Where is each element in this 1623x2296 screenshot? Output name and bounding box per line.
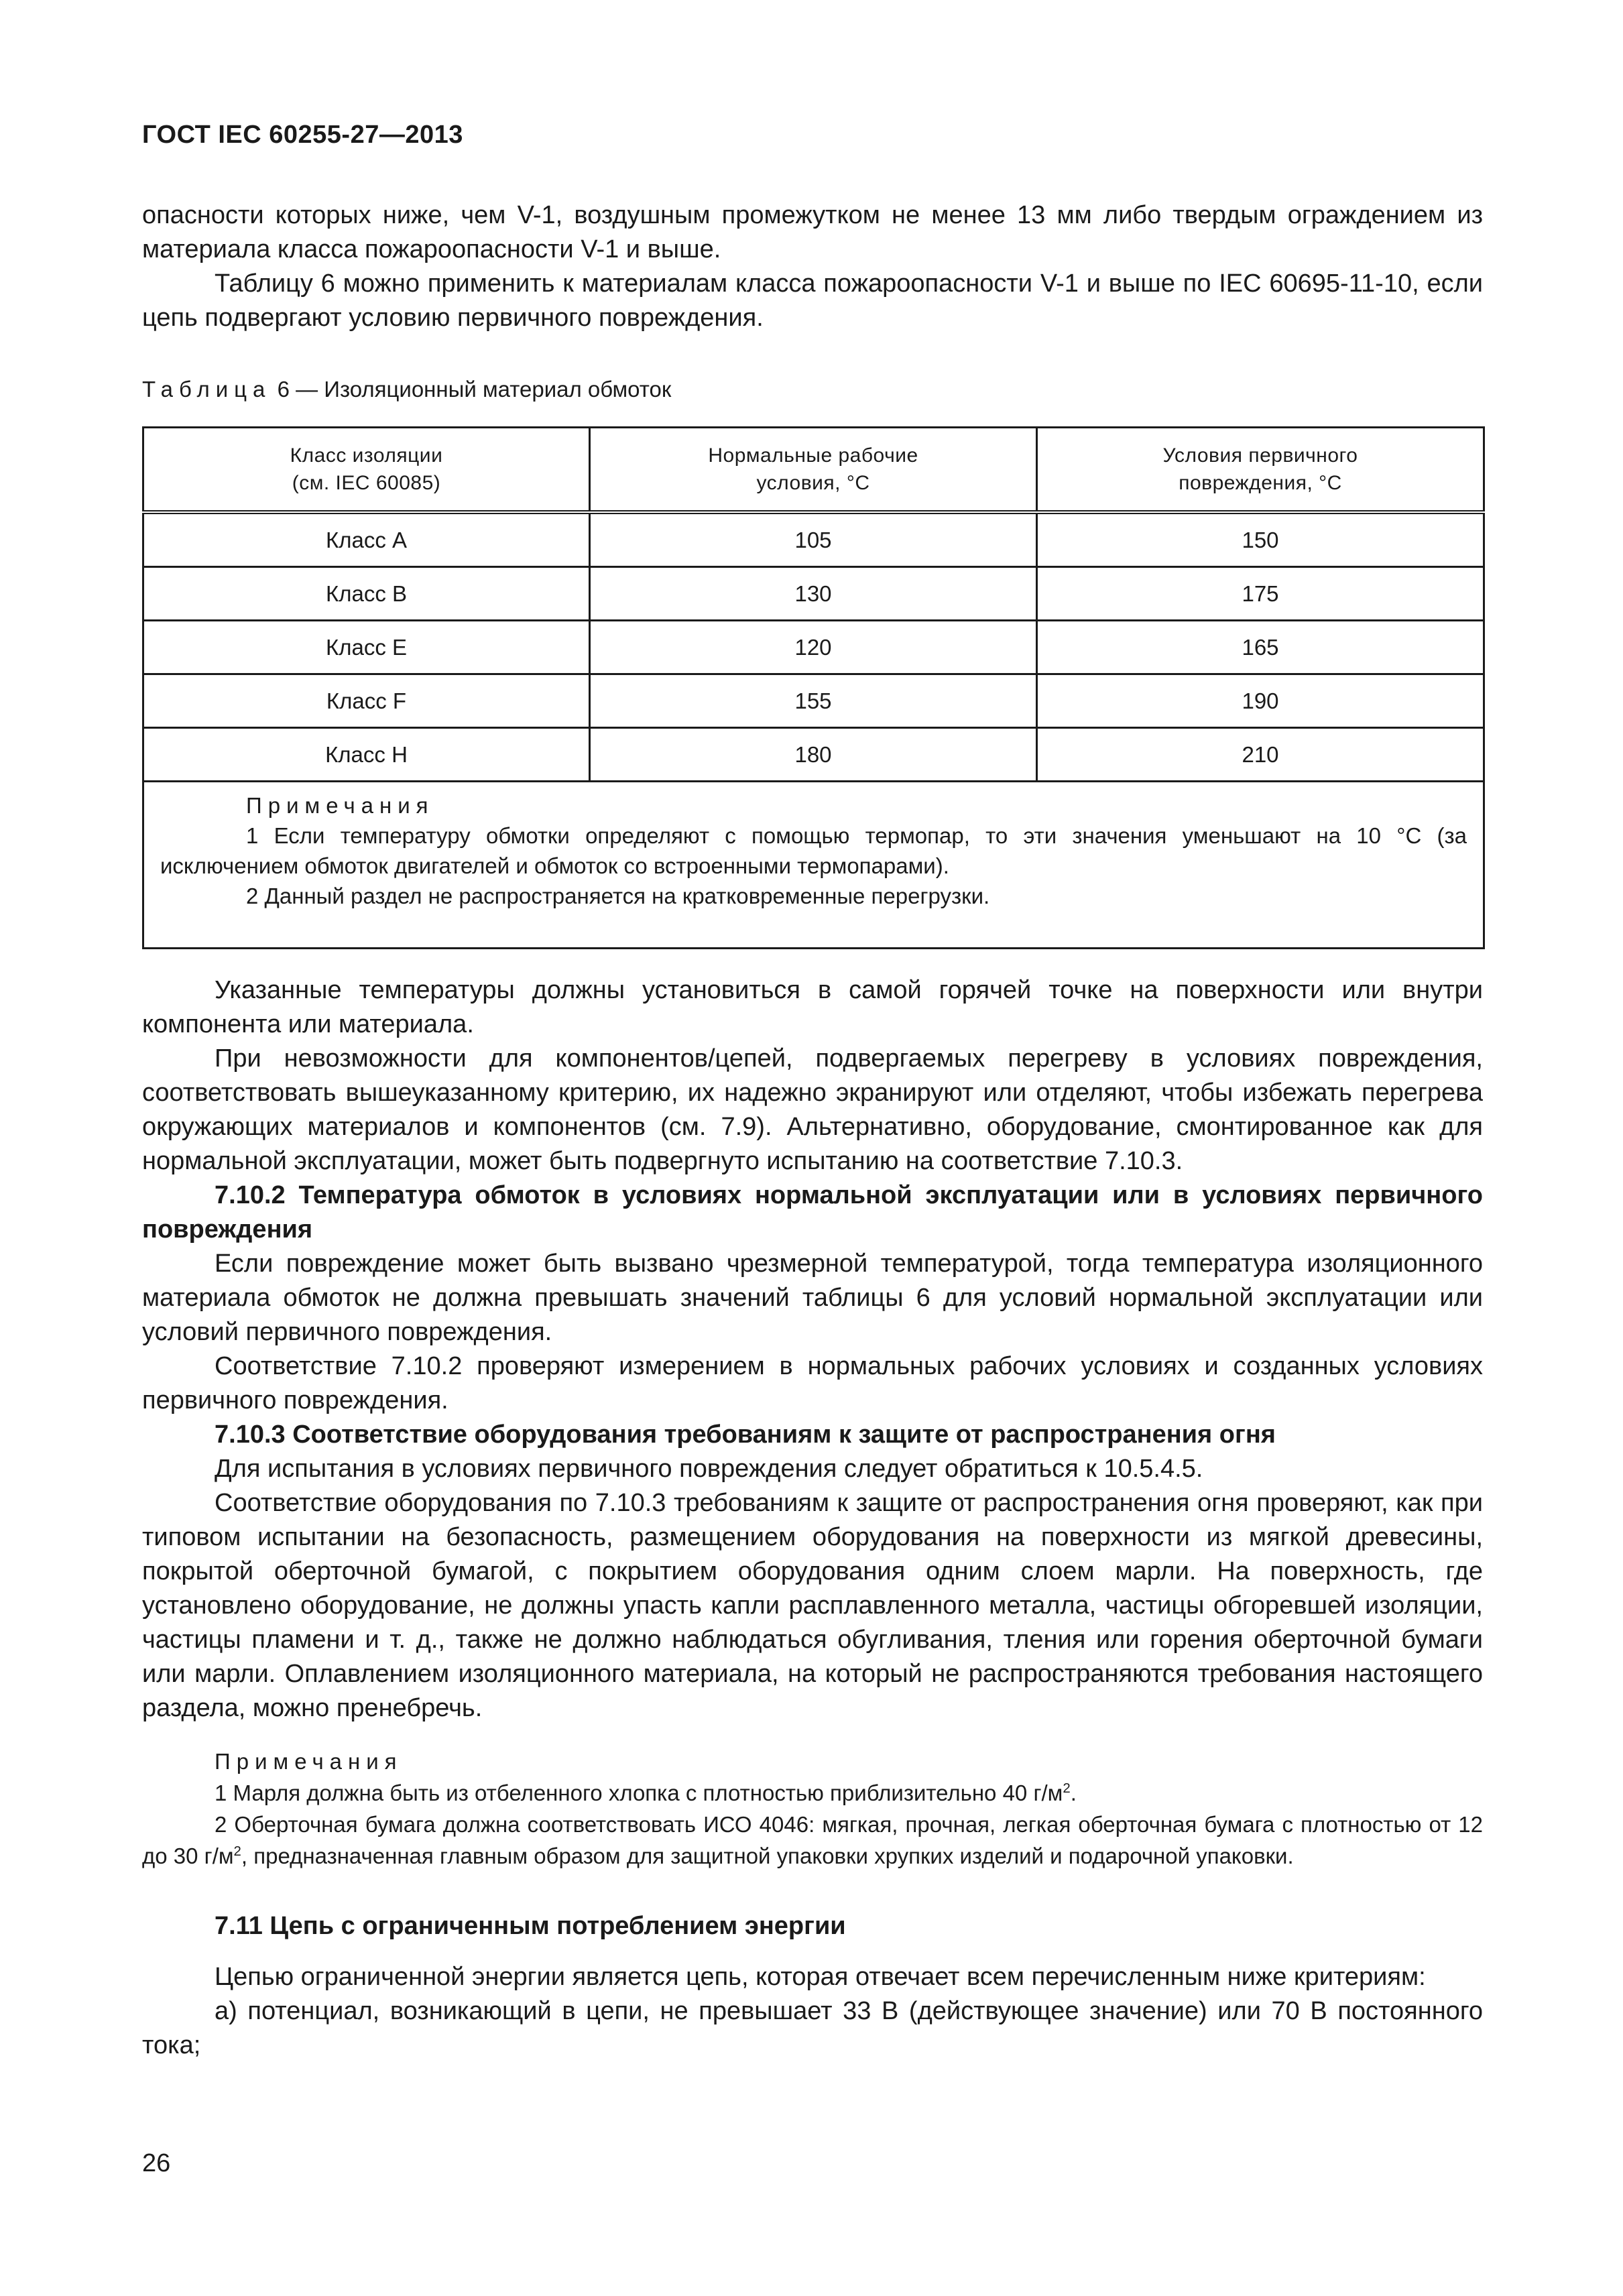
- notes-title: Примечания: [215, 1749, 403, 1774]
- table-header-cell: Нормальные рабочие условия, °С: [590, 428, 1037, 513]
- table-row: [143, 728, 1484, 782]
- note-2: 2 Оберточная бумага должна соответствовать ИСО 4046: мягкая, прочная, легкая оберточная бумага с плотностью от 12 до 30 $г/м^2$, предназначенная главным образом для защитной упаковки хрупких изделий и подарочной упаковки.: [142, 1812, 1483, 1868]
- table-caption-word: Таблица: [142, 377, 272, 402]
- table-notes-title: Примечания: [246, 793, 434, 818]
- intro-text: [142, 198, 1483, 335]
- section-heading-7-11: 7.11 Цепь с ограниченным потреблением энергии: [215, 1912, 846, 1940]
- table-row: [143, 674, 1484, 728]
- table-cell: 130: [590, 567, 1037, 621]
- body-paragraph: Если повреждение может быть вызвано чрезмерной температурой, тогда температура изоляционного материала обмоток не должна превышать значений таблицы 6 для условий нормальной эксплуатации или условий первичного повреждения.: [142, 1250, 1483, 1346]
- table-cell: Класс А: [143, 512, 590, 567]
- body-paragraph: При невозможности для компонентов/цепей, подвергаемых перегреву в условиях повреждения, соответствовать вышеуказанному критерию, их надежно экранируют или отделяют, чтобы избежать перегрева окружающих материалов и компонентов (см. 7.9). Альтернативно, оборудование, смонтированное как для нормальной эксплуатации, может быть подвергнуто испытанию на соответствие 7.10.3.: [142, 1044, 1483, 1175]
- table-notes-row: [143, 782, 1484, 949]
- table-cell: 105: [590, 512, 1037, 567]
- table-caption-rest: 6 — Изоляционный материал обмоток: [277, 377, 672, 402]
- page-number: 26: [142, 2149, 171, 2177]
- table-cell: 155: [590, 674, 1037, 728]
- table-row: [143, 512, 1484, 567]
- table-cell: Класс В: [143, 567, 590, 621]
- table-header-cell: Условия первичного повреждения, °С: [1037, 428, 1484, 513]
- table-cell: 190: [1037, 674, 1484, 728]
- table-cell: 165: [1037, 621, 1484, 674]
- body-paragraph: Указанные температуры должны установиться в самой горячей точке на поверхности или внутри компонента или материала.: [142, 976, 1483, 1038]
- table-caption: [142, 377, 671, 402]
- table-cell: Класс F: [143, 674, 590, 728]
- table-cell: 175: [1037, 567, 1484, 621]
- table-cell: Класс Е: [143, 621, 590, 674]
- table-header-row: [143, 428, 1484, 513]
- body-text: [142, 973, 1483, 1726]
- intro-paragraph-1: опасности которых ниже, чем V-1, воздушным промежутком не менее 13 мм либо твердым ограждением из материала класса пожароопасности V-1 и выше.: [142, 201, 1483, 263]
- section-heading-7-10-3: 7.10.3 Соответствие оборудования требованиям к защите от распространения огня: [215, 1421, 1276, 1449]
- table-cell: 120: [590, 621, 1037, 674]
- table-cell: 210: [1037, 728, 1484, 782]
- table-notes-cell: [143, 782, 1484, 949]
- table-cell: 180: [590, 728, 1037, 782]
- table-note-1: 1 Если температуру обмотки определяют с помощью термопар, то эти значения уменьшают на 10 °С (за исключением обмоток двигателей и обмоток со встроенными термопарами).: [160, 823, 1467, 878]
- body-paragraph: Соответствие оборудования по 7.10.3 требованиям к защите от распространения огня проверяют, как при типовом испытании на безопасность, размещением оборудования на поверхности из мягкой древесины, покрытой оберточной бумагой, с покрытием оборудования одним слоем марли. На поверхность, где установлено оборудование, не должны упасть капли расплавленного металла, частицы обгоревшей изоляции, частицы пламени и т. д., также не должно наблюдаться обугливания, тления или горения оберточной бумаги или марли. Оплавлением изоляционного материала, на который не распространяются требования настоящего раздела, можно пренебречь.: [142, 1489, 1483, 1722]
- section-heading-7-10-2: 7.10.2 Температура обмоток в условиях нормальной эксплуатации или в условиях первичного повреждения: [142, 1181, 1483, 1244]
- body-paragraph: Соответствие 7.10.2 проверяют измерением в нормальных рабочих условиях и созданных условиях первичного повреждения.: [142, 1352, 1483, 1414]
- table-cell: 150: [1037, 512, 1484, 567]
- document-header: ГОСТ IEC 60255-27—2013: [142, 121, 463, 149]
- note-1: 1 Марля должна быть из отбеленного хлопка с плотностью приблизительно 40 $г/м^2$.: [215, 1780, 1077, 1805]
- insulation-table: [142, 426, 1485, 949]
- end-text: [142, 1960, 1483, 2063]
- body-paragraph: Для испытания в условиях первичного повреждения следует обратиться к 10.5.4.5.: [215, 1455, 1203, 1483]
- table-note-2: 2 Данный раздел не распространяется на кратковременные перегрузки.: [246, 884, 990, 908]
- table-cell: Класс Н: [143, 728, 590, 782]
- table-header-cell: Класс изоляции (см. IEC 60085): [143, 428, 590, 513]
- intro-paragraph-2: Таблицу 6 можно применить к материалам класса пожароопасности V-1 и выше по IEC 60695-11-10, если цепь подвергают условию первичного повреждения.: [142, 269, 1483, 332]
- body-paragraph: а) потенциал, возникающий в цепи, не превышает 33 В (действующее значение) или 70 В постоянного тока;: [142, 1997, 1483, 2059]
- table-row: [143, 567, 1484, 621]
- table-row: [143, 621, 1484, 674]
- notes-block: [142, 1746, 1483, 1872]
- body-paragraph: Цепью ограниченной энергии является цепь, которая отвечает всем перечисленным ниже критериям:: [215, 1963, 1426, 1991]
